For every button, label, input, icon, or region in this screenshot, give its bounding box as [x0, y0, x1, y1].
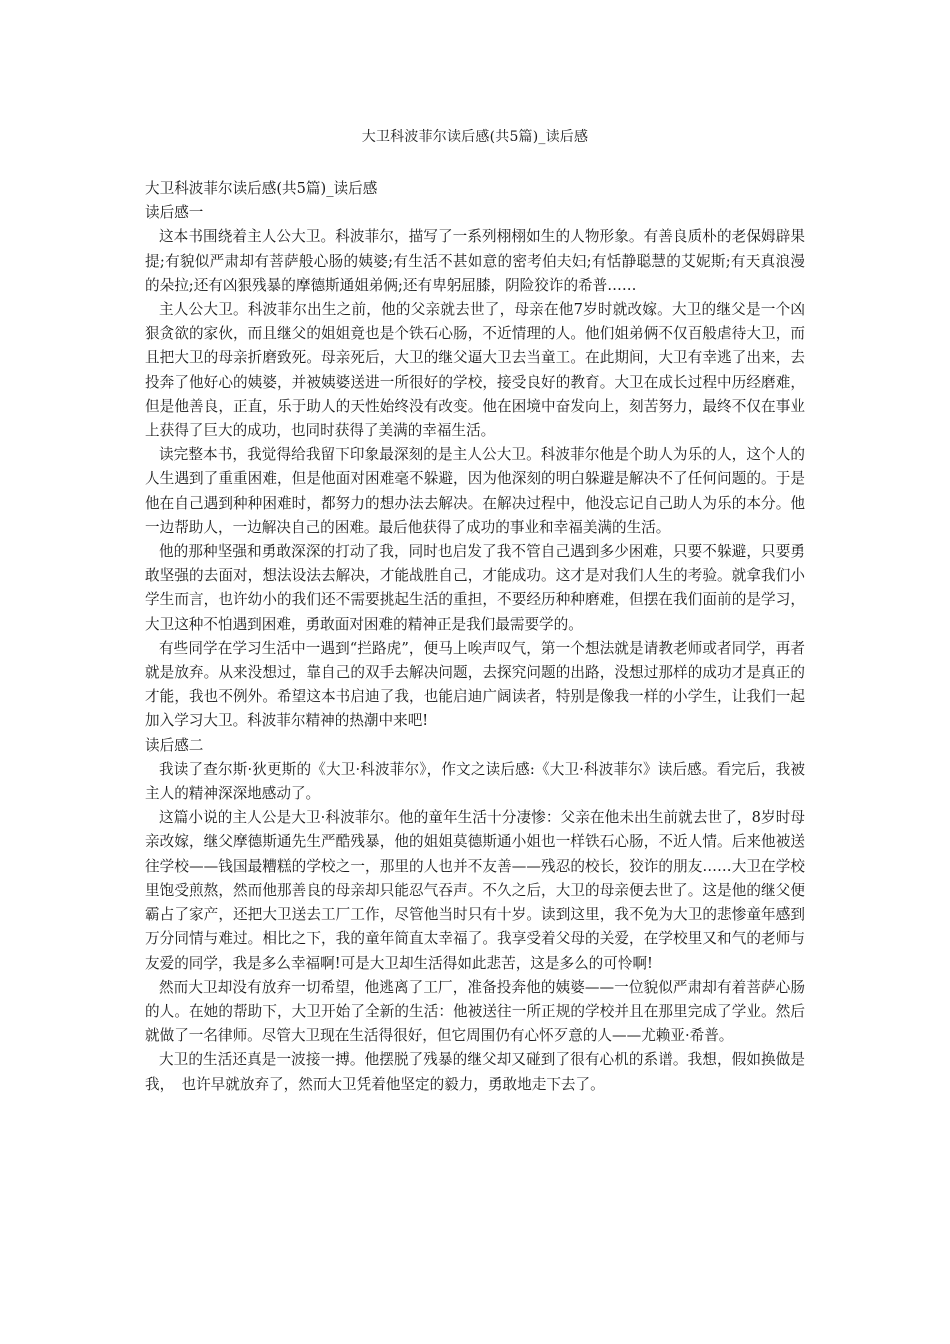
section-heading-1: 读后感一 [145, 204, 204, 222]
paragraph: 这篇小说的主人公是大卫·科波菲尔。他的童年生活十分凄惨：父亲在他未出生前就去世了，8岁时母亲改嫁，继父摩德斯通先生严酷残暴，他的姐姐莫德斯通小姐也一样铁石心肠，不近人情。后来他被送往学校——钱国最糟糕的学校之一，那里的人也并不友善——残忍的校长，狡诈的朋友……大卫在学校里饱受煎熬，然而他那善良的母亲却只能忍气吞声。不久之后，大卫的母亲便去世了。这是他的继父便霸占了家产，还把大卫送去工厂工作，尽管他当时只有十岁。读到这里，我不免为大卫的悲惨童年感到万分同情与难过。相比之下，我的童年简直太幸福了。我享受着父母的关爱，在学校里又和气的老师与友爱的同学，我是多么幸福啊!可是大卫却生活得如此悲苦，这是多么的可怜啊! [145, 809, 805, 972]
page-header: 大卫科波菲尔读后感(共5篇)_读后感 [361, 129, 589, 145]
paragraph: 我读了查尔斯·狄更斯的《大卫·科波菲尔》，作文之读后感:《大卫·科波菲尔》读后感。看完后，我被主人的精神深深地感动了。 [145, 760, 805, 803]
document-title: 大卫科波菲尔读后感(共5篇)_读后感 [145, 180, 378, 197]
paragraph: 他的那种坚强和勇敢深深的打动了我，同时也启发了我不管自己遇到多少困难，只要不躲避，只要勇敢坚强的去面对，想法设法去解决，才能战胜自己，才能成功。这才是对我们人生的考验。就拿我们小学生而言，也许幼小的我们还不需要挑起生活的重担，不要经历种种磨难，但摆在我们面前的是学习，大卫这种不怕遇到困难，勇敢面对困难的精神正是我们最需要学的。 [145, 543, 805, 633]
paragraph: 有些同学在学习生活中一遇到“拦路虎”，便马上唉声叹气，第一个想法就是请教老师或者同学，再者就是放弃。从来没想过，靠自己的双手去解决问题，去探究问题的出路，没想过那样的成功才是真正的才能，我也不例外。希望这本书启迪了我，也能启迪广阔读者，特别是像我一样的小学生，让我们一起加入学习大卫。科波菲尔精神的热潮中来吧! [145, 639, 805, 730]
document-body [145, 177, 805, 1097]
paragraph: 然而大卫却没有放弃一切希望，他逃离了工厂，准备投奔他的姨婆——一位貌似严肃却有着菩萨心肠的人。在她的帮助下，大卫开始了全新的生活：他被送往一所正规的学校并且在那里完成了学业。然后就做了一名律师。尽管大卫现在生活得很好，但它周围仍有心怀歹意的人——尤赖亚·希普。 [145, 978, 805, 1045]
paragraph: 这本书围绕着主人公大卫。科波菲尔，描写了一系列栩栩如生的人物形象。有善良质朴的老保姆辟果提;有貌似严肃却有菩萨般心肠的姨婆;有生活不甚如意的密考伯夫妇;有恬静聪慧的艾妮斯;有天真浪漫的朵拉;还有凶狠残暴的摩德斯通姐弟俩;还有卑躬屈膝，阴险狡诈的希普…… [145, 228, 805, 294]
paragraph: 读完整本书，我觉得给我留下印象最深刻的是主人公大卫。科波菲尔他是个助人为乐的人，这个人的人生遇到了重重困难，但是他面对困难毫不躲避，因为他深刻的明白躲避是解决不了任何问题的。于是他在自己遇到种种困难时，都努力的想办法去解决。在解决过程中，他没忘记自己助人为乐的本分。他一边帮助人，一边解决自己的困难。最后他获得了成功的事业和幸福美满的生活。 [145, 446, 805, 536]
paragraph: 大卫的生活还真是一波接一搏。他摆脱了残暴的继父却又碰到了很有心机的系谱。我想，假如换做是我， 也许早就放弃了，然而大卫凭着他坚定的毅力，勇敢地走下去了。 [145, 1051, 805, 1093]
section-heading-2: 读后感二 [145, 736, 204, 754]
paragraph: 主人公大卫。科波菲尔出生之前，他的父亲就去世了，母亲在他7岁时就改嫁。大卫的继父是一个凶狠贪欲的家伙，而且继父的姐姐竟也是个铁石心肠，不近情理的人。他们姐弟俩不仅百般虐待大卫，而且把大卫的母亲折磨致死。母亲死后，大卫的继父逼大卫去当童工。在此期间，大卫有幸逃了出来，去投奔了他好心的姨婆，并被姨婆送进一所很好的学校，接受良好的教育。大卫在成长过程中历经磨难，但是他善良，正直，乐于助人的天性始终没有改变。他在困境中奋发向上，刻苦努力，最终不仅在事业上获得了巨大的成功，也同时获得了美满的幸福生活。 [145, 301, 805, 440]
